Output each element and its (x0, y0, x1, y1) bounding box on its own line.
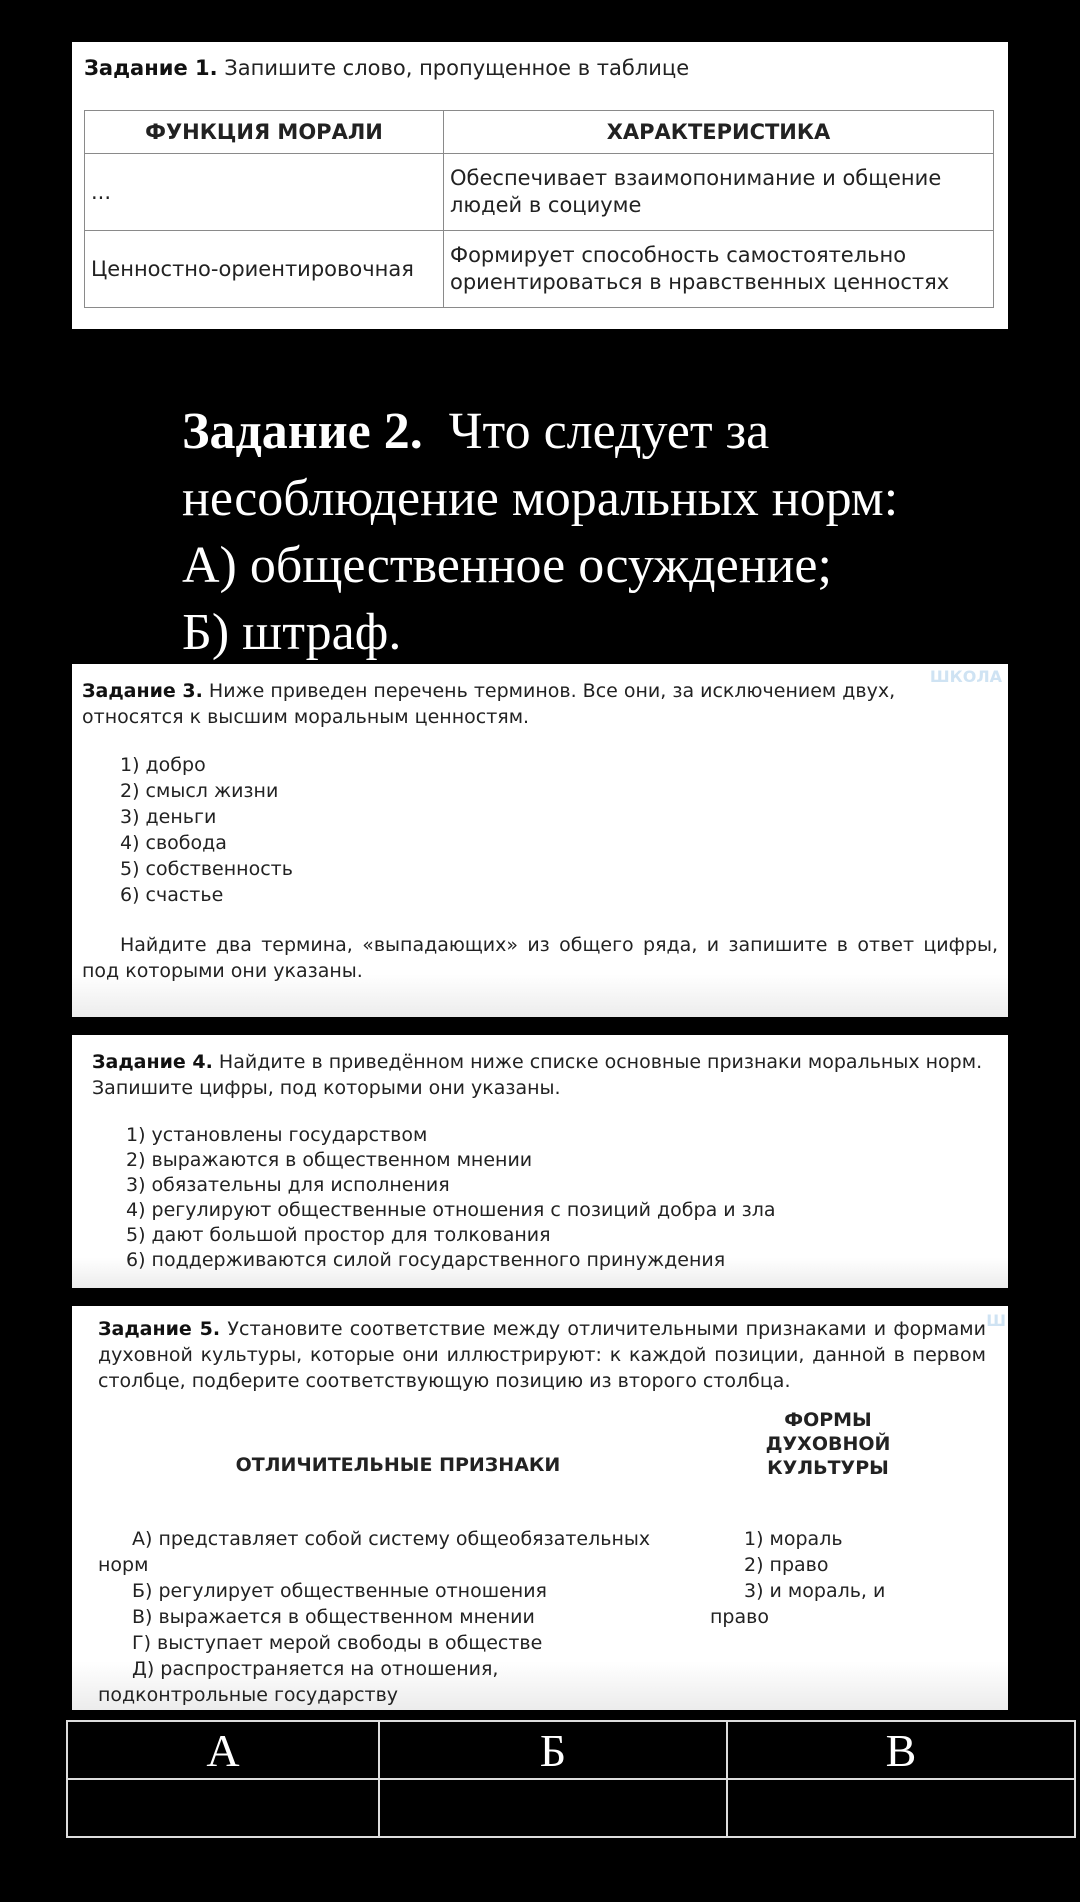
table-cell: ... (85, 154, 444, 231)
task1-heading (84, 54, 996, 82)
task3-panel (72, 664, 1008, 1017)
column-header: ХАРАКТЕРИСТИКА (444, 111, 994, 154)
answer-header-row (67, 1721, 1075, 1779)
task5-text: Установите соответствие между отличительными признаками и формами духовной культуры, которые они иллюстрируют: к каждой позиции, данной в первом столбце, подберите соответствующую позицию из второго столбца. (98, 1318, 986, 1392)
task4-panel (72, 1035, 1008, 1288)
answer-header-a: А (67, 1721, 379, 1779)
list-item: 6) счастье (120, 884, 224, 906)
table-row (85, 231, 994, 308)
answer-header-v: В (727, 1721, 1075, 1779)
task4-title: Задание 4. (92, 1051, 213, 1073)
task2-line (182, 398, 1062, 465)
column-header: ФУНКЦИЯ МОРАЛИ (85, 111, 444, 154)
task1-text: Запишите слово, пропущенное в таблице (217, 56, 690, 80)
task5-title: Задание 5. (98, 1318, 221, 1340)
answer-cell-v[interactable] (727, 1779, 1075, 1837)
table-header-row (85, 111, 994, 154)
task5-heading (98, 1316, 986, 1394)
answer-cell-b[interactable] (379, 1779, 727, 1837)
table-cell: Обеспечивает взаимопонимание и общение людей в социуме (444, 154, 994, 231)
task3-terms-list (82, 752, 998, 908)
list-item: А) представляет собой систему общеобязательных норм (98, 1528, 651, 1576)
answer-table (66, 1720, 1076, 1838)
left-column-header: ОТЛИЧИТЕЛЬНЫЕ ПРИЗНАКИ (235, 1454, 561, 1476)
task2-line2: несоблюдение моральных норм: (182, 470, 899, 527)
list-item: 1) добро (120, 754, 206, 776)
task4-heading (92, 1049, 988, 1101)
list-item: Б) регулирует общественные отношения (132, 1580, 547, 1602)
right-column-items (710, 1526, 940, 1630)
task3-text: Ниже приведен перечень терминов. Все они, за исключением двух, относятся к высшим моральным ценностям. (82, 680, 896, 728)
table-cell: Формирует способность самостоятельно ориентироваться в нравственных ценностях (444, 231, 994, 308)
task4-features-list (92, 1123, 988, 1273)
task2-option-a: А) общественное осуждение; (182, 537, 832, 594)
right-column-header (698, 1408, 958, 1480)
answer-cell-a[interactable] (67, 1779, 379, 1837)
task1-title: Задание 1. (84, 56, 218, 80)
list-item: 5) собственность (120, 858, 293, 880)
task1-table (84, 110, 994, 308)
watermark-logo: Ш (986, 1311, 1006, 1330)
task3-title: Задание 3. (82, 680, 203, 702)
task2-option-b: Б) штраф. (182, 604, 402, 661)
list-item: 3) обязательны для исполнения (126, 1174, 450, 1196)
answer-input-row (67, 1779, 1075, 1837)
answer-header-b: Б (379, 1721, 727, 1779)
list-item: 1) установлены государством (126, 1124, 428, 1146)
header-line: ФОРМЫ (784, 1409, 872, 1431)
list-item: 4) регулируют общественные отношения с позиций добра и зла (126, 1199, 776, 1221)
task4-text: Найдите в приведённом ниже списке основные признаки моральных норм. Запишите цифры, под которыми они указаны. (92, 1051, 983, 1099)
list-item: Г) выступает мерой свободы в обществе (132, 1632, 543, 1654)
list-item: 1) мораль (744, 1528, 843, 1550)
watermark-logo: ШКОЛА (929, 667, 1002, 686)
task5-columns (98, 1408, 986, 1706)
task2-block (182, 398, 1062, 666)
task2-line1: Что следует за (448, 403, 770, 460)
list-item: 2) право (744, 1554, 829, 1576)
task1-panel (72, 42, 1008, 329)
header-line: ДУХОВНОЙ (765, 1433, 891, 1455)
list-item: 2) выражаются в общественном мнении (126, 1149, 533, 1171)
table-cell: Ценностно-ориентировочная (85, 231, 444, 308)
list-item: 3) деньги (120, 806, 217, 828)
task2-title: Задание 2. (182, 403, 423, 460)
left-column-items (98, 1526, 658, 1708)
list-item: 2) смысл жизни (120, 780, 279, 802)
list-item: В) выражается в общественном мнении (132, 1606, 535, 1628)
task3-heading (82, 678, 998, 730)
task3-footer: Найдите два термина, «выпадающих» из общего ряда, и запишите в ответ цифры, под которыми они указаны. (82, 934, 998, 982)
list-item: 4) свобода (120, 832, 227, 854)
header-line: КУЛЬТУРЫ (767, 1457, 889, 1479)
list-item: 3) и мораль, и право (710, 1580, 886, 1628)
list-item: Д) распространяется на отношения, подконтрольные государству (98, 1658, 499, 1706)
task5-panel (72, 1306, 1008, 1710)
table-row (85, 154, 994, 231)
list-item: 5) дают большой простор для толкования (126, 1224, 551, 1246)
list-item: 6) поддерживаются силой государственного принуждения (126, 1249, 726, 1271)
